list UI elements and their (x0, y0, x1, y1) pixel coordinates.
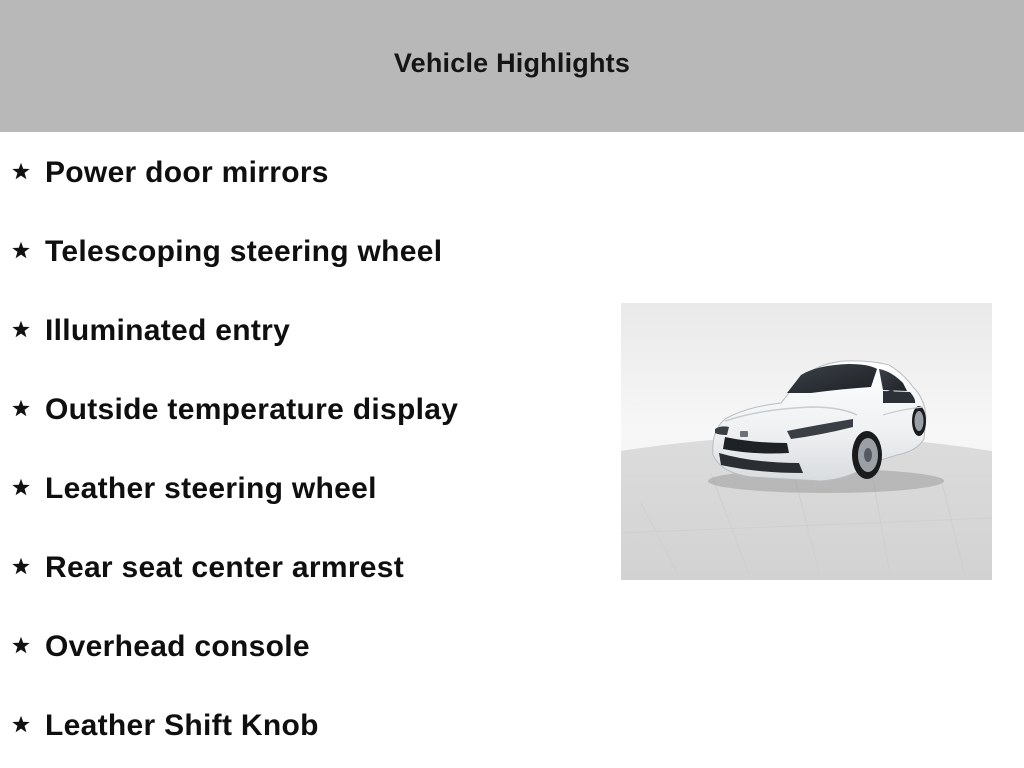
feature-item (0, 393, 600, 447)
vehicle-photo (621, 303, 992, 580)
star-icon (10, 239, 32, 261)
feature-item (0, 156, 600, 210)
star-icon (10, 476, 32, 498)
feature-item (0, 472, 600, 526)
feature-item (0, 314, 600, 368)
star-icon (10, 160, 32, 182)
star-icon (10, 634, 32, 656)
feature-label: Outside temperature display (45, 393, 459, 426)
feature-item (0, 551, 600, 605)
feature-label: Overhead console (45, 630, 310, 663)
feature-label: Telescoping steering wheel (45, 235, 443, 268)
feature-label: Illuminated entry (45, 314, 291, 347)
car-illustration (621, 303, 992, 580)
feature-item (0, 709, 600, 763)
star-icon (10, 397, 32, 419)
feature-item (0, 630, 600, 684)
star-icon (10, 713, 32, 735)
feature-label: Leather steering wheel (45, 472, 377, 505)
star-icon (10, 318, 32, 340)
feature-item (0, 235, 600, 289)
feature-label: Leather Shift Knob (45, 709, 319, 742)
star-icon (10, 555, 32, 577)
header-bar (0, 0, 1024, 132)
feature-label: Power door mirrors (45, 156, 329, 189)
feature-label: Rear seat center armrest (45, 551, 405, 584)
page-title: Vehicle Highlights (393, 48, 631, 78)
